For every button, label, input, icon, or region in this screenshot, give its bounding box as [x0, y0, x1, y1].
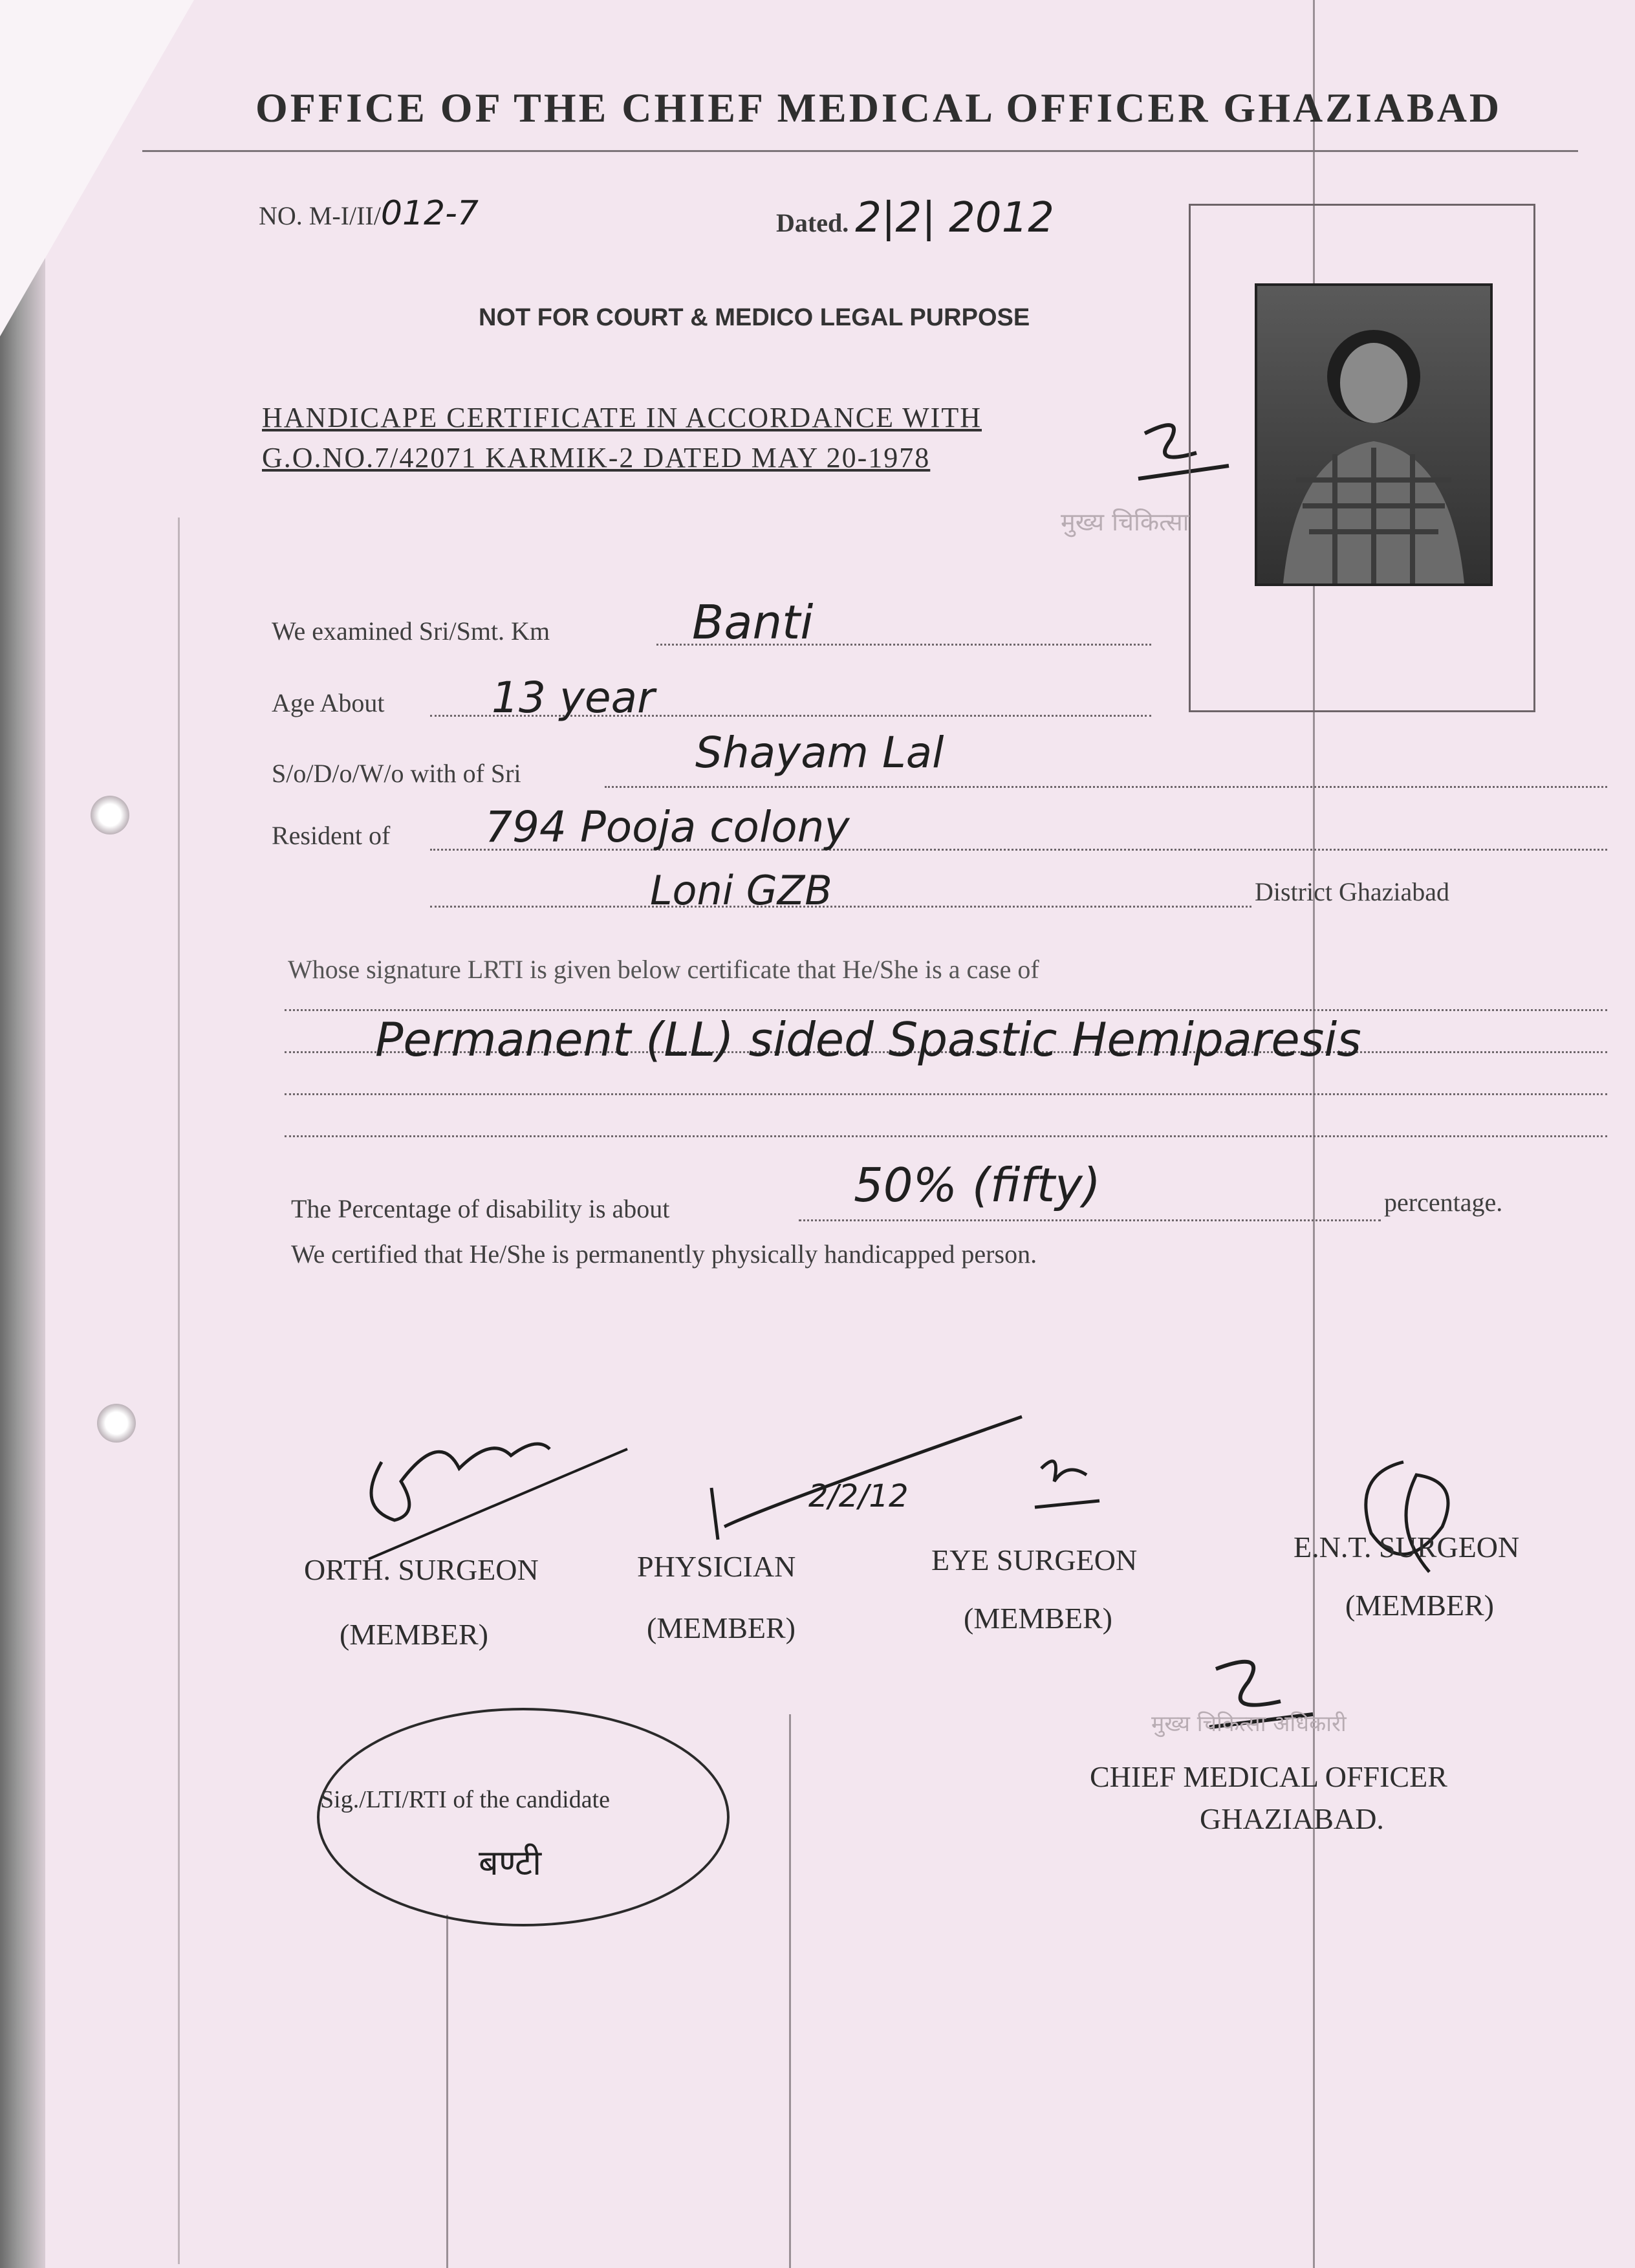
ent-surgeon-signature	[1332, 1449, 1475, 1591]
person-silhouette-icon	[1257, 286, 1490, 583]
diagnosis-line-4	[285, 1135, 1607, 1137]
age-label: Age About	[272, 688, 385, 717]
ref-number	[259, 194, 479, 233]
resident-label: Resident of	[272, 821, 391, 850]
scan-line	[446, 1915, 448, 2268]
physician-title: PHYSICIAN	[637, 1550, 796, 1583]
candidate-signature-oval	[317, 1708, 730, 1926]
header-rule	[142, 150, 1578, 152]
age-value: 13 year	[492, 673, 655, 723]
percentage-line	[799, 1219, 1381, 1221]
resident-value-1: 794 Pooja colony	[485, 802, 850, 852]
candidate-signature: बण्टी	[479, 1842, 542, 1883]
dated-label: Dated.	[776, 208, 849, 237]
scan-line	[789, 1714, 791, 2268]
relation-label: S/o/D/o/W/o with of Sri	[272, 759, 521, 788]
not-for-court-stamp: NOT FOR COURT & MEDICO LEGAL PURPOSE	[479, 304, 1030, 331]
scan-edge	[0, 0, 45, 2268]
punch-hole	[97, 1404, 136, 1443]
orth-surgeon-role: (MEMBER)	[340, 1618, 488, 1651]
district-label: District Ghaziabad	[1255, 877, 1449, 906]
orth-surgeon-signature	[343, 1410, 640, 1565]
scan-line	[178, 518, 180, 2264]
relation-line	[605, 786, 1607, 788]
punch-hole	[91, 796, 129, 834]
relation-value: Shayam Lal	[695, 728, 944, 778]
percentage-suffix: percentage.	[1384, 1188, 1503, 1217]
ref-number-label: NO. M-I/II/	[259, 201, 381, 230]
percentage-value: 50% (fifty)	[854, 1158, 1101, 1212]
resident-line-2	[430, 906, 1251, 908]
eye-surgeon-signature	[1028, 1443, 1106, 1520]
diagnosis-line-1	[285, 1009, 1607, 1011]
ent-surgeon-title: E.N.T. SURGEON	[1294, 1531, 1520, 1564]
orth-surgeon-title: ORTH. SURGEON	[304, 1553, 539, 1586]
signature-statement: Whose signature LRTI is given below certificate that He/She is a case of	[288, 955, 1039, 984]
dated-value: 2|2| 2012	[855, 194, 1054, 242]
faded-cmo-stamp: मुख्य चिकित्सा अधिकारी	[1151, 1711, 1347, 1737]
page-fold	[0, 0, 194, 336]
examined-label: We examined Sri/Smt. Km	[272, 616, 550, 646]
examined-value: Banti	[692, 595, 814, 649]
diagnosis-line-3	[285, 1093, 1607, 1095]
dated	[776, 194, 1054, 242]
faded-hindi-stamp: मुख्य चिकित्सा	[1061, 508, 1189, 536]
ref-number-value: 012-7	[380, 194, 479, 233]
eye-surgeon-title: EYE SURGEON	[931, 1543, 1138, 1576]
eye-surgeon-role: (MEMBER)	[964, 1602, 1112, 1635]
cert-heading-2: G.O.NO.7/42071 KARMIK-2 DATED MAY 20-1978	[262, 442, 931, 474]
ent-surgeon-role: (MEMBER)	[1345, 1589, 1494, 1622]
candidate-label: Sig./LTI/RTI of the candidate	[320, 1786, 610, 1813]
certify-statement: We certified that He/She is permanently physically handicapped person.	[291, 1239, 1037, 1269]
office-title: OFFICE OF THE CHIEF MEDICAL OFFICER GHAZIABAD	[255, 85, 1502, 131]
percentage-label: The Percentage of disability is about	[291, 1194, 670, 1223]
candidate-photo	[1255, 283, 1493, 586]
cmo-title: CHIEF MEDICAL OFFICER	[1090, 1760, 1447, 1793]
cert-heading-1: HANDICAPE CERTIFICATE IN ACCORDANCE WITH	[262, 402, 982, 433]
resident-value-2: Loni GZB	[650, 867, 832, 914]
physician-role: (MEMBER)	[647, 1611, 796, 1644]
cmo-location: GHAZIABAD.	[1200, 1802, 1384, 1835]
physician-sign-date: 2/2/12	[808, 1478, 909, 1514]
diagnosis-value: Permanent (LL) sided Spastic Hemiparesis	[375, 1012, 1361, 1067]
